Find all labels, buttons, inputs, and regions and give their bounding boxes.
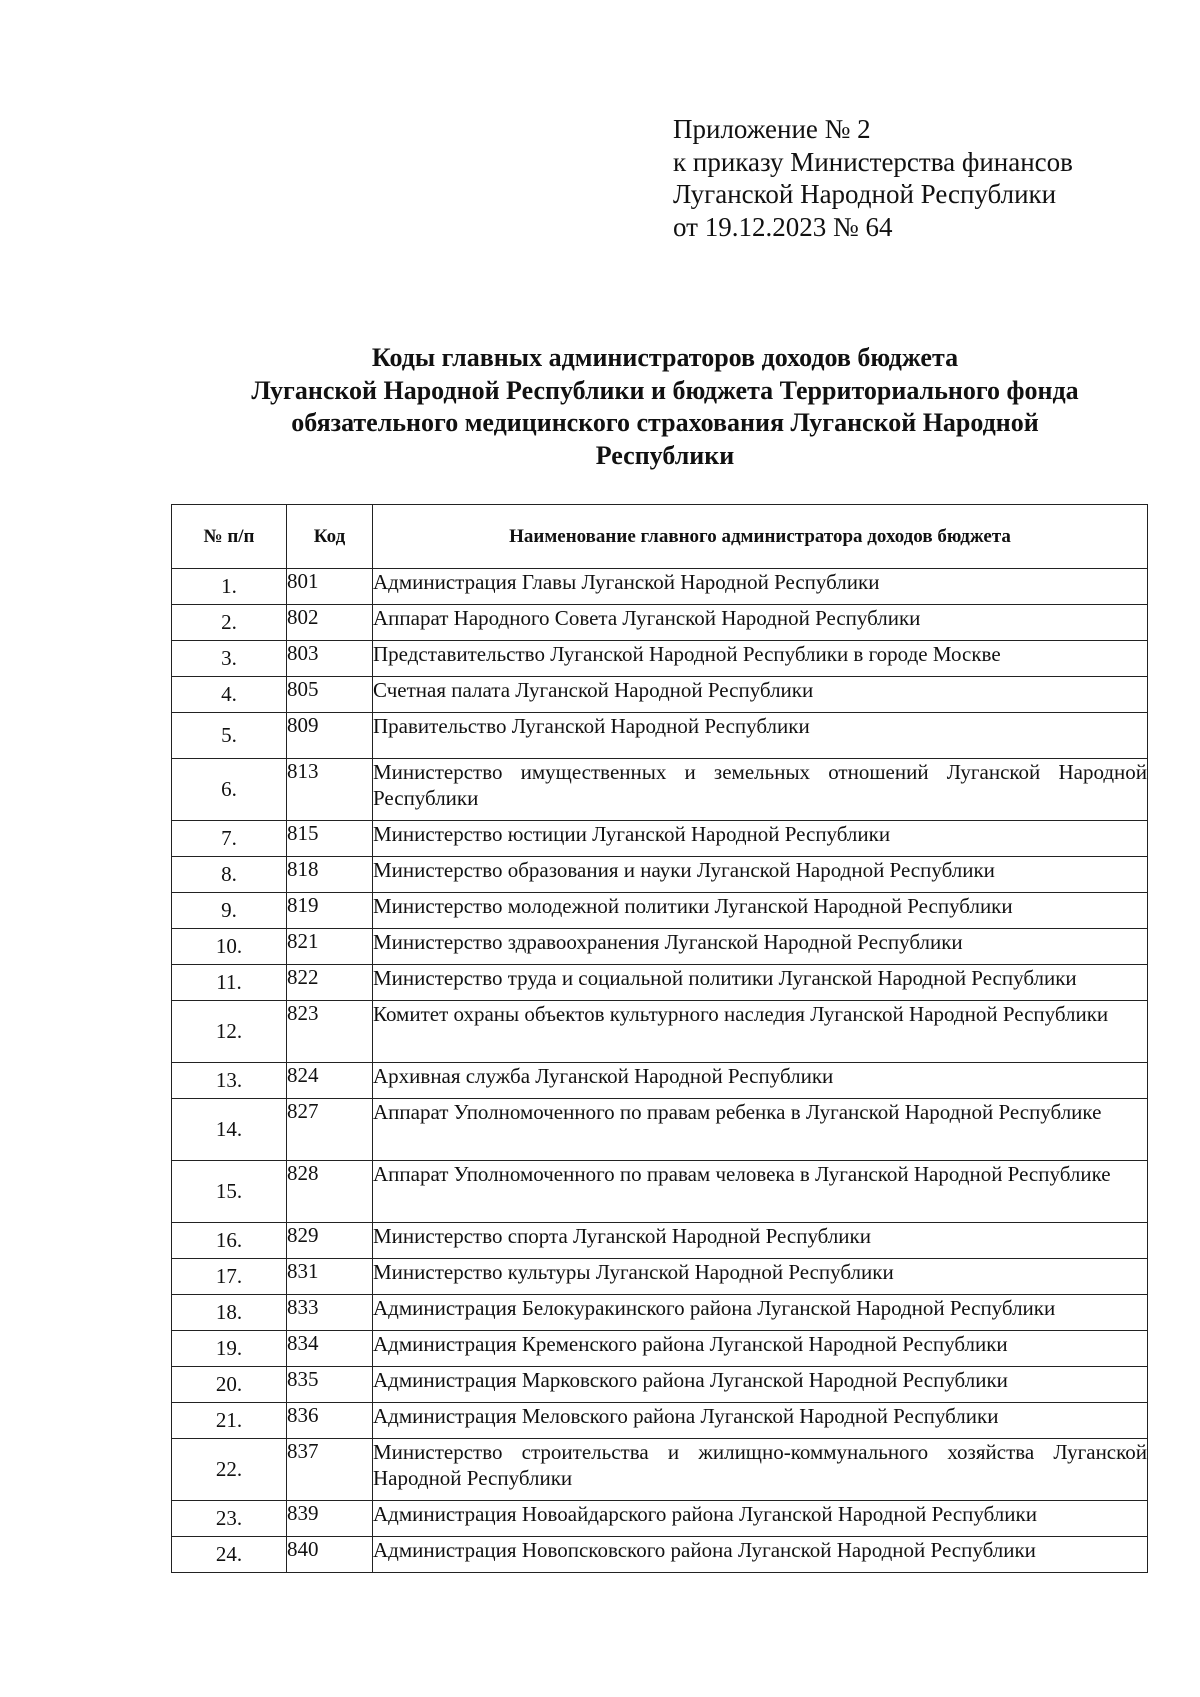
row-number: 7. <box>172 821 287 857</box>
row-code: 836 <box>287 1403 373 1439</box>
table-row <box>172 759 1148 821</box>
table-row <box>172 1331 1148 1367</box>
row-name: Администрация Новопсковского района Луганской Народной Республики <box>373 1537 1148 1573</box>
administrators-codes-table <box>171 504 1148 1573</box>
row-number: 8. <box>172 857 287 893</box>
row-number: 20. <box>172 1367 287 1403</box>
row-number: 24. <box>172 1537 287 1573</box>
table-row <box>172 1501 1148 1537</box>
table-row <box>172 821 1148 857</box>
table-header-row <box>172 505 1148 569</box>
row-code: 827 <box>287 1099 373 1161</box>
table-row <box>172 1161 1148 1223</box>
row-name: Министерство здравоохранения Луганской Народной Республики <box>373 929 1148 965</box>
table-row <box>172 965 1148 1001</box>
document-title <box>150 342 1180 472</box>
row-number: 1. <box>172 569 287 605</box>
row-code: 822 <box>287 965 373 1001</box>
row-name: Министерство спорта Луганской Народной Республики <box>373 1223 1148 1259</box>
row-number: 3. <box>172 641 287 677</box>
row-name: Администрация Кременского района Луганской Народной Республики <box>373 1331 1148 1367</box>
title-line-3: обязательного медицинского страхования Луганской Народной <box>291 408 1039 437</box>
row-number: 18. <box>172 1295 287 1331</box>
table-row <box>172 1537 1148 1573</box>
row-code: 819 <box>287 893 373 929</box>
table-row <box>172 1403 1148 1439</box>
row-code: 824 <box>287 1063 373 1099</box>
row-name: Администрация Новоайдарского района Луганской Народной Республики <box>373 1501 1148 1537</box>
table-row <box>172 1223 1148 1259</box>
row-name: Аппарат Народного Совета Луганской Народной Республики <box>373 605 1148 641</box>
row-code: 823 <box>287 1001 373 1063</box>
row-code: 831 <box>287 1259 373 1295</box>
row-name: Администрация Главы Луганской Народной Республики <box>373 569 1148 605</box>
table-row <box>172 677 1148 713</box>
row-code: 840 <box>287 1537 373 1573</box>
table-row <box>172 1259 1148 1295</box>
row-code: 805 <box>287 677 373 713</box>
appendix-order-ref: к приказу Министерства финансов <box>673 146 1073 177</box>
row-number: 22. <box>172 1439 287 1501</box>
header-number: № п/п <box>172 505 287 569</box>
row-name: Министерство имущественных и земельных отношений Луганской Народной Республики <box>373 759 1148 821</box>
row-name: Счетная палата Луганской Народной Республики <box>373 677 1148 713</box>
table-row <box>172 641 1148 677</box>
row-name: Министерство культуры Луганской Народной Республики <box>373 1259 1148 1295</box>
row-name: Министерство труда и социальной политики Луганской Народной Республики <box>373 965 1148 1001</box>
title-line-4: Республики <box>595 440 735 470</box>
row-number: 10. <box>172 929 287 965</box>
row-code: 828 <box>287 1161 373 1223</box>
table-row <box>172 1099 1148 1161</box>
row-number: 23. <box>172 1501 287 1537</box>
row-number: 21. <box>172 1403 287 1439</box>
table-row <box>172 1001 1148 1063</box>
row-name: Архивная служба Луганской Народной Республики <box>373 1063 1148 1099</box>
row-name: Министерство строительства и жилищно-коммунального хозяйства Луганской Народной Республики <box>373 1439 1148 1501</box>
row-name: Аппарат Уполномоченного по правам человека в Луганской Народной Республике <box>373 1161 1148 1223</box>
row-number: 12. <box>172 1001 287 1063</box>
title-line-2: Луганской Народной Республики и бюджета Территориального фонда <box>251 375 1079 405</box>
row-code: 818 <box>287 857 373 893</box>
table-row <box>172 1063 1148 1099</box>
row-name: Правительство Луганской Народной Республики <box>373 713 1148 759</box>
table-row <box>172 893 1148 929</box>
row-number: 2. <box>172 605 287 641</box>
table-row <box>172 1439 1148 1501</box>
row-code: 815 <box>287 821 373 857</box>
row-name: Комитет охраны объектов культурного наследия Луганской Народной Республики <box>373 1001 1148 1063</box>
row-number: 6. <box>172 759 287 821</box>
appendix-republic: Луганской Народной Республики <box>673 179 1057 209</box>
row-code: 803 <box>287 641 373 677</box>
table-row <box>172 1295 1148 1331</box>
row-number: 13. <box>172 1063 287 1099</box>
table-row <box>172 605 1148 641</box>
appendix-number: Приложение № 2 <box>673 114 871 144</box>
table-row <box>172 713 1148 759</box>
appendix-date-number: от 19.12.2023 № 64 <box>673 211 893 242</box>
row-number: 19. <box>172 1331 287 1367</box>
table-row <box>172 569 1148 605</box>
row-number: 4. <box>172 677 287 713</box>
row-number: 17. <box>172 1259 287 1295</box>
row-number: 9. <box>172 893 287 929</box>
row-name: Представительство Луганской Народной Республики в городе Москве <box>373 641 1148 677</box>
row-name: Администрация Марковского района Луганской Народной Республики <box>373 1367 1148 1403</box>
row-number: 14. <box>172 1099 287 1161</box>
row-code: 834 <box>287 1331 373 1367</box>
row-code: 833 <box>287 1295 373 1331</box>
row-number: 16. <box>172 1223 287 1259</box>
row-number: 11. <box>172 965 287 1001</box>
row-name: Администрация Белокуракинского района Луганской Народной Республики <box>373 1295 1148 1331</box>
table-row <box>172 929 1148 965</box>
table-row <box>172 1367 1148 1403</box>
row-code: 835 <box>287 1367 373 1403</box>
row-name: Министерство молодежной политики Луганской Народной Республики <box>373 893 1148 929</box>
row-code: 802 <box>287 605 373 641</box>
title-line-1: Коды главных администраторов доходов бюджета <box>371 343 959 372</box>
row-name: Министерство образования и науки Луганской Народной Республики <box>373 857 1148 893</box>
row-code: 809 <box>287 713 373 759</box>
row-number: 15. <box>172 1161 287 1223</box>
row-name: Администрация Меловского района Луганской Народной Республики <box>373 1403 1148 1439</box>
row-code: 801 <box>287 569 373 605</box>
row-code: 829 <box>287 1223 373 1259</box>
appendix-block <box>673 113 1073 243</box>
row-code: 839 <box>287 1501 373 1537</box>
row-name: Министерство юстиции Луганской Народной Республики <box>373 821 1148 857</box>
header-code: Код <box>287 505 373 569</box>
table-row <box>172 857 1148 893</box>
row-code: 837 <box>287 1439 373 1501</box>
header-name: Наименование главного администратора доходов бюджета <box>373 505 1148 569</box>
row-name: Аппарат Уполномоченного по правам ребенка в Луганской Народной Республике <box>373 1099 1148 1161</box>
row-code: 821 <box>287 929 373 965</box>
row-number: 5. <box>172 713 287 759</box>
row-code: 813 <box>287 759 373 821</box>
